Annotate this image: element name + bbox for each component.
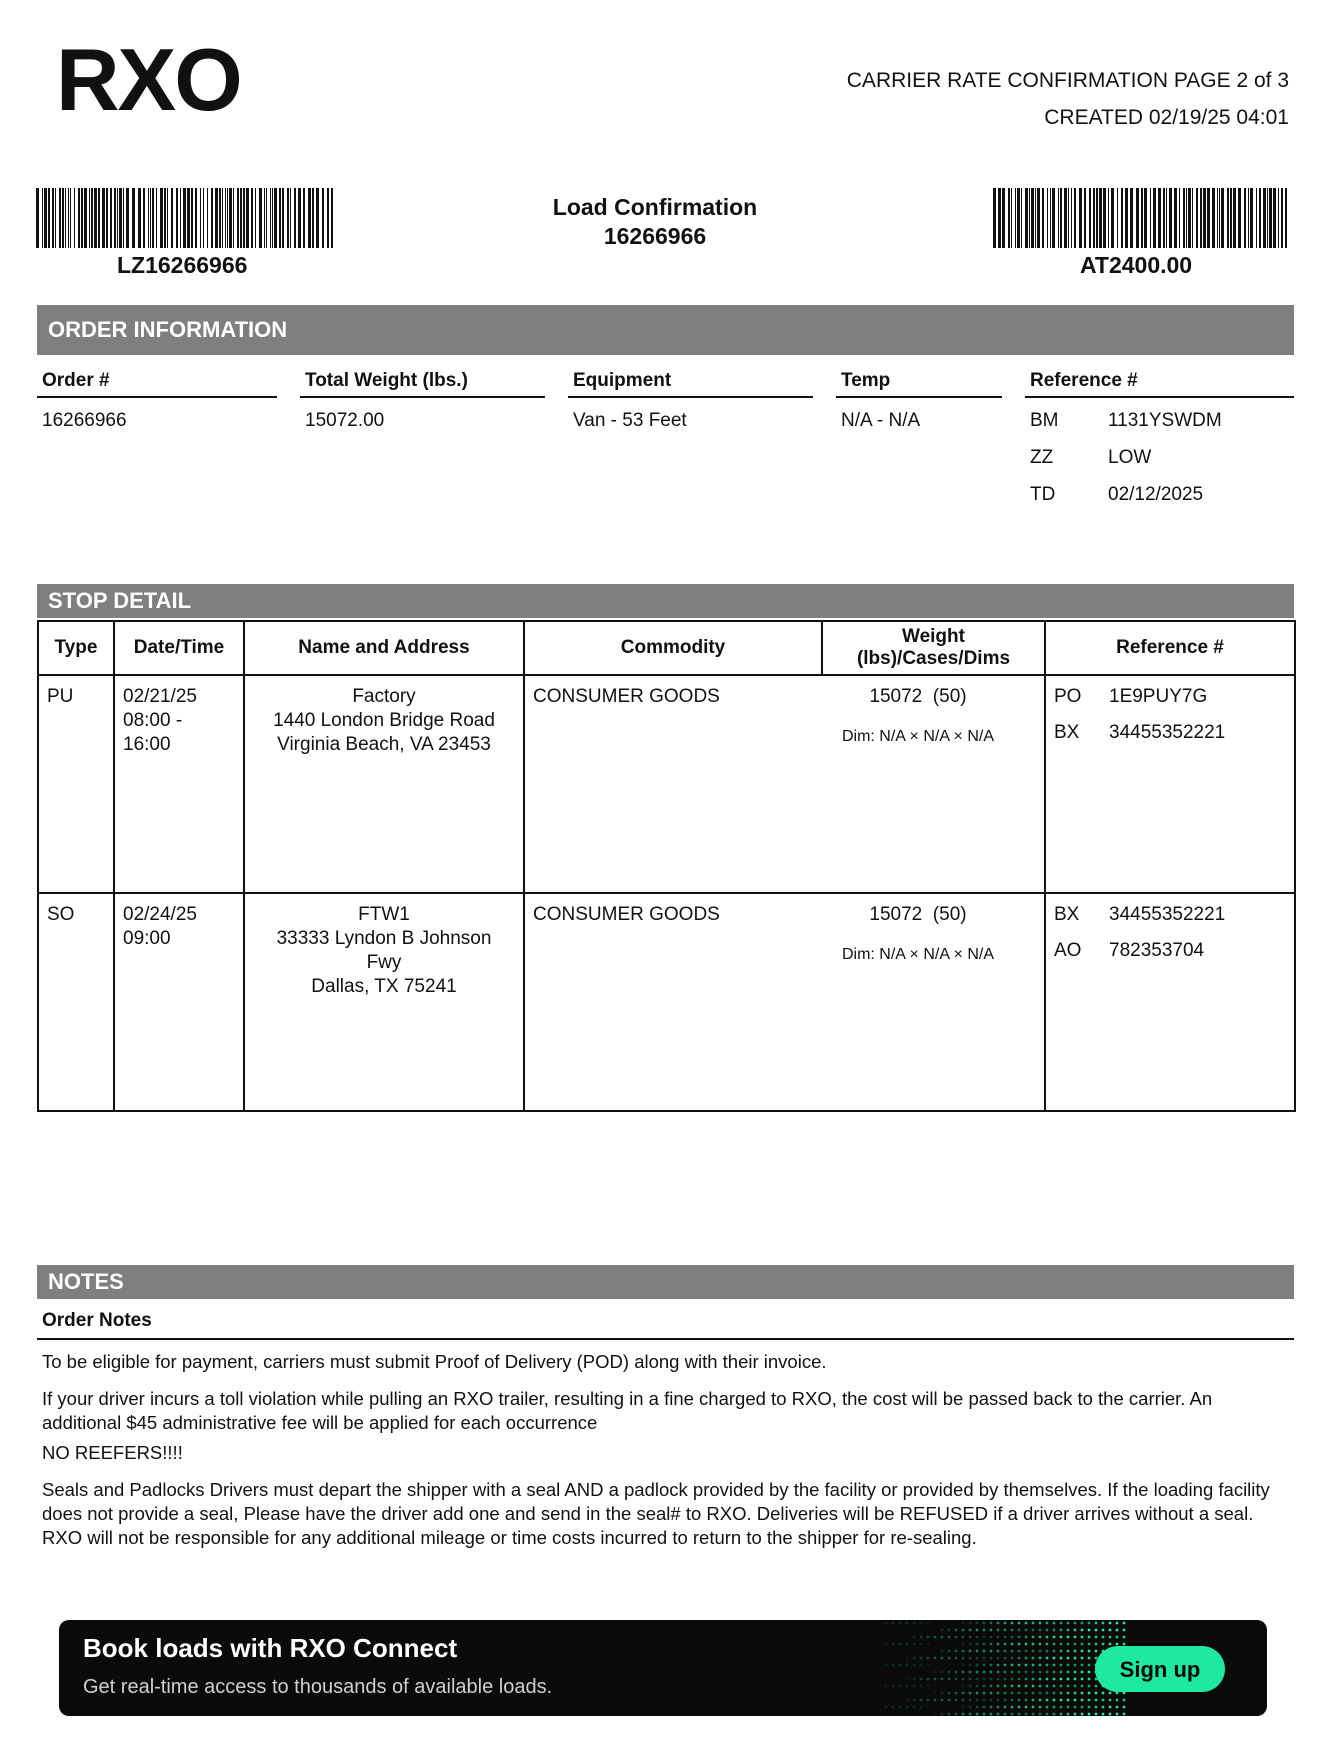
equipment-header: Equipment — [568, 370, 813, 398]
stop-reference-value: 782353704 — [1109, 940, 1205, 961]
stop-table-header-row — [38, 621, 1295, 675]
notes-bar: NOTES — [37, 1265, 1294, 1299]
weight-header-line-2: (lbs)/Cases/Dims — [856, 648, 1011, 669]
stop-weight: 15072 (50) — [869, 686, 967, 707]
note-paragraph: If your driver incurs a toll violation while pulling an RXO trailer, resulting in a fine charged to RXO, the cost will be passed back to the carrier. An additional $45 administrative fee will be applied for each occurrence — [42, 1388, 1213, 1433]
weight-header-line-1: Weight — [902, 626, 965, 647]
stop-city-state-zip: Virginia Beach, VA 23453 — [277, 734, 491, 755]
reference-list — [1025, 410, 1294, 521]
temp-column — [836, 370, 1002, 432]
stop-date: 02/21/25 — [123, 686, 197, 707]
stop-date: 02/24/25 — [123, 904, 197, 925]
stop-street: 1440 London Bridge Road — [273, 710, 495, 731]
equipment-column — [568, 370, 813, 432]
weight-column-header — [822, 621, 1045, 675]
stop-reference-row — [1054, 939, 1286, 975]
order-number-header: Order # — [37, 370, 277, 398]
stop-type: SO — [38, 893, 114, 1111]
reference-row — [1030, 410, 1294, 447]
total-weight-value: 15072.00 — [305, 410, 385, 431]
stop-facility-name: Factory — [352, 686, 416, 707]
order-number-value: 16266966 — [42, 410, 127, 431]
order-notes-heading: Order Notes — [37, 1310, 1294, 1340]
note-paragraph: To be eligible for payment, carriers must submit Proof of Delivery (POD) along with their invoice. — [42, 1351, 827, 1372]
stop-reference-row — [1054, 685, 1286, 721]
stop-reference-code: PO — [1054, 686, 1082, 707]
stop-detail-bar: STOP DETAIL — [37, 584, 1294, 618]
stop-references — [1045, 893, 1295, 1111]
equipment-value: Van - 53 Feet — [573, 410, 687, 431]
sign-up-button[interactable]: Sign up — [1095, 1646, 1225, 1692]
datetime-column-header: Date/Time — [114, 621, 244, 675]
stop-weight-cell — [822, 675, 1045, 893]
stop-address — [244, 893, 524, 1111]
stop-weight-cell — [822, 893, 1045, 1111]
stop-dims: Dim: N/A × N/A × N/A — [841, 728, 995, 745]
reference-row — [1030, 484, 1294, 521]
stop-commodity: CONSUMER GOODS — [524, 675, 822, 893]
note-paragraph: NO REEFERS!!!! — [42, 1442, 183, 1463]
stop-street-cont: Fwy — [366, 952, 402, 973]
stop-time-end: 16:00 — [123, 734, 171, 755]
rate-confirmation-page: CARRIER RATE CONFIRMATION PAGE 2 of 3 — [846, 69, 1289, 92]
stop-datetime — [114, 675, 244, 893]
stop-datetime — [114, 893, 244, 1111]
reference-column — [1025, 370, 1294, 521]
stop-row — [38, 893, 1295, 1111]
stop-reference-value: 34455352221 — [1109, 722, 1226, 743]
dot-pattern-graphic — [879, 1620, 1129, 1716]
created-timestamp: CREATED 02/19/25 04:01 — [1044, 106, 1289, 129]
reference-value: 1131YSWDM — [1108, 410, 1222, 431]
reference-code: BM — [1030, 410, 1059, 431]
banner-title: Book loads with RXO Connect — [83, 1633, 458, 1663]
reference-value: LOW — [1108, 447, 1152, 468]
load-barcode-label: LZ16266966 — [117, 252, 248, 278]
document-header-info — [847, 62, 1289, 136]
stop-facility-name: FTW1 — [358, 904, 410, 925]
stop-time-start: 08:00 - — [123, 710, 183, 731]
note-paragraph: Seals and Padlocks Drivers must depart the shipper with a seal AND a padlock provided by the facility or provided by themselves. If the loading facility does not provide a seal, Please have the driver add one and send in the seal# to RXO. Deliveries will be REFUSED if a driver arrives without a seal. RXO will not be responsible for any additional mileage or time costs incurred to return to the shipper for re-sealing. — [42, 1479, 1270, 1548]
stop-reference-value: 1E9PUY7G — [1109, 686, 1208, 707]
type-column-header: Type — [38, 621, 114, 675]
reference-code: ZZ — [1030, 447, 1054, 468]
load-confirmation-heading: Load Confirmation — [552, 194, 758, 220]
stop-weight: 15072 (50) — [869, 904, 967, 925]
rxo-logo — [56, 38, 256, 122]
reference-code: TD — [1030, 484, 1056, 505]
load-confirmation-number: 16266966 — [603, 223, 707, 249]
stop-type: PU — [38, 675, 114, 893]
order-information-bar: ORDER INFORMATION — [37, 305, 1294, 355]
banner-subtitle: Get real-time access to thousands of available loads. — [83, 1676, 553, 1698]
load-confirmation-title — [480, 193, 830, 251]
reference-row — [1030, 447, 1294, 484]
commodity-column-header: Commodity — [524, 621, 822, 675]
stop-street: 33333 Lyndon B Johnson — [276, 928, 492, 949]
stop-address — [244, 675, 524, 893]
stop-row — [38, 675, 1295, 893]
stop-city-state-zip: Dallas, TX 75241 — [311, 976, 457, 997]
rate-barcode — [993, 188, 1291, 248]
temp-header: Temp — [836, 370, 1002, 398]
svg-text:RXO: RXO — [56, 38, 241, 122]
stop-reference-code: BX — [1054, 722, 1080, 743]
stop-commodity: CONSUMER GOODS — [524, 893, 822, 1111]
stop-reference-code: AO — [1054, 940, 1082, 961]
stop-reference-value: 34455352221 — [1109, 904, 1226, 925]
stop-detail-table — [37, 620, 1296, 1112]
order-notes-body — [42, 1350, 1292, 1563]
load-barcode — [36, 188, 336, 248]
stop-references — [1045, 675, 1295, 893]
stop-reference-code: BX — [1054, 904, 1080, 925]
stop-reference-row — [1054, 721, 1286, 757]
reference-column-header: Reference # — [1045, 621, 1295, 675]
temp-value: N/A - N/A — [841, 410, 921, 431]
stop-time-start: 09:00 — [123, 928, 171, 949]
reference-value: 02/12/2025 — [1108, 484, 1204, 505]
order-number-column — [37, 370, 277, 432]
rxo-connect-banner[interactable] — [59, 1620, 1267, 1716]
rate-barcode-label: AT2400.00 — [1080, 252, 1193, 278]
total-weight-column — [300, 370, 545, 432]
name-address-column-header: Name and Address — [244, 621, 524, 675]
total-weight-header: Total Weight (lbs.) — [300, 370, 545, 398]
stop-dims: Dim: N/A × N/A × N/A — [841, 946, 995, 963]
stop-reference-row — [1054, 903, 1286, 939]
reference-header: Reference # — [1025, 370, 1294, 398]
